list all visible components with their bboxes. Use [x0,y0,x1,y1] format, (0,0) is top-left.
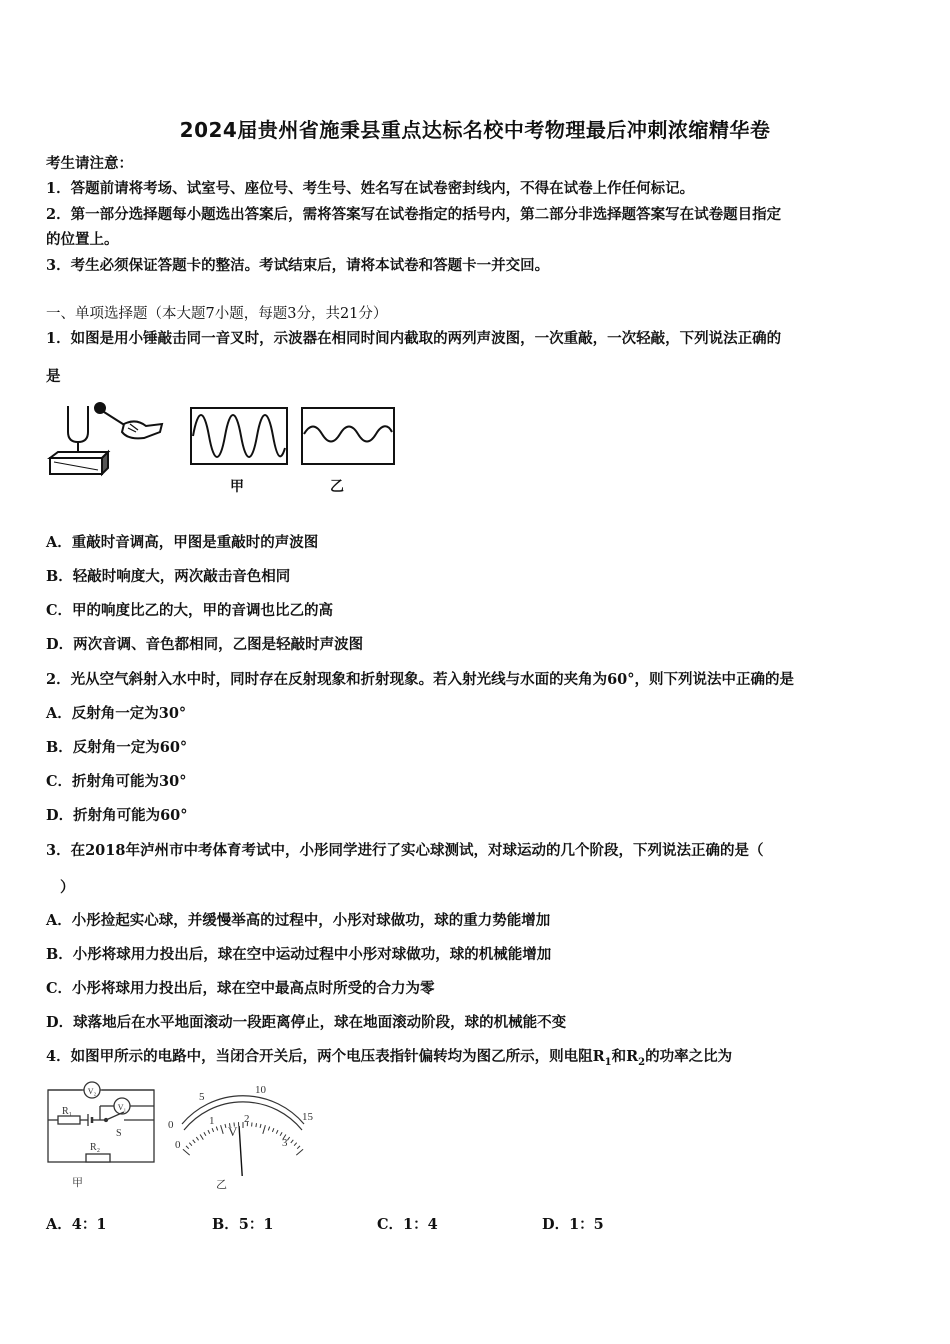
circuit-figure-label: 甲 [72,1176,83,1189]
meter-inner-tick: 0 [175,1139,181,1151]
q4-option-d: D．1：5 [542,1216,604,1233]
meter-tick-mark [186,1146,189,1149]
meter-tick-mark [225,1124,226,1128]
page-title: 2024届贵州省施秉县重点达标名校中考物理最后冲刺浓缩精华卷 [179,118,771,142]
meter-tick-mark [260,1124,261,1128]
waveform-panel-a [191,408,287,464]
q2-option-b: B．反射角一定为60° [46,739,188,756]
meter-unit: V [228,1124,238,1139]
waveform-panel-b [302,408,394,464]
q3-stem: 3．在2018年泸州市中考体育考试中，小彤同学进行了实心球测试，对球运动的几个阶段，下列说法正确的是（ [46,842,764,859]
meter-tick-mark [216,1127,217,1131]
q4-option-a: A．4：1 [46,1216,107,1233]
q4-figure [44,1076,320,1194]
notice-item: 3．考生必须保证答题卡的整洁。考试结束后，请将本试卷和答题卡一并交回。 [46,257,550,274]
meter-tick-mark [256,1123,257,1127]
meter-inner-tick: 1 [209,1115,215,1127]
meter-outer-tick: 10 [255,1084,266,1096]
tuning-fork-illustration [50,403,162,474]
q1-figure [44,396,404,496]
q2-option-d: D．折射角可能为60° [46,807,188,824]
q1-option-b: B．轻敲时响度大，两次敲击音色相同 [46,568,291,585]
meter-outer-tick: 0 [168,1119,174,1131]
q1-option-c: C．甲的响度比乙的大，甲的音调也比乙的高 [46,602,334,619]
notice-heading: 考生请注意： [46,155,133,172]
meter-tick-mark [294,1143,297,1146]
meter-tick-mark [221,1125,224,1134]
q1-stem: 1．如图是用小锤敲击同一音叉时，示波器在相同时间内截取的两列声波图，一次重敲，一次轻敲，下列说法正确的 [46,330,782,347]
notice-item: 1．答题前请将考场、试室号、座位号、考生号、姓名写在试卷密封线内，不得在试卷上作任何标记。 [46,180,695,197]
q4-option-c: C．1：4 [377,1216,438,1233]
meter-tick-mark [287,1137,289,1140]
q1-option-d: D．两次音调、音色都相同，乙图是轻敲时声波图 [46,636,364,653]
notice-item: 的位置上。 [46,231,119,248]
q4-stem: 4．如图甲所示的电路中，当闭合开关后，两个电压表指针偏转均为图乙所示，则电阻$R_1$和$R_2$的功率之比为 [46,1048,733,1068]
meter-tick-mark [297,1146,300,1149]
meter-tick-mark [263,1125,266,1134]
voltmeter-v1-label: V₁ [117,1103,127,1112]
meter-tick-mark [276,1130,278,1134]
q1-figure-label-b: 乙 [330,479,344,495]
meter-outer-tick: 15 [302,1111,313,1123]
q3-option-c: C．小彤将球用力投出后，球在空中最高点时所受的合力为零 [46,980,435,997]
circuit-diagram [48,1082,154,1162]
q1-figure-label-a: 甲 [230,479,244,495]
voltmeter-v2-label: V₂ [87,1087,97,1096]
meter-tick-mark [212,1128,214,1132]
meter-tick-mark [193,1140,196,1143]
meter-inner-tick: 2 [244,1113,250,1125]
meter-tick-mark [296,1149,303,1155]
q3-option-b: B．小彤将球用力投出后，球在空中运动过程中小彤对球做功，球的机械能增加 [46,946,552,963]
voltmeter-dial [182,1096,304,1176]
resistor-r1-label: R₁ [62,1106,73,1117]
meter-tick-mark [272,1128,274,1132]
q1-option-a: A．重敲时音调高，甲图是重敲时的声波图 [46,534,319,551]
q2-stem: 2．光从空气斜射入水中时，同时存在反射现象和折射现象。若入射光线与水面的夹角为60°，则下列说法中正确的是 [46,671,795,688]
resistor-r2-label: R₂ [90,1142,101,1153]
meter-tick-mark [208,1130,210,1134]
section-heading: 一、单项选择题（本大题7小题，每题3分，共21分） [46,306,388,322]
q2-option-c: C．折射角可能为30° [46,773,187,790]
q1-stem-cont: 是 [46,368,61,385]
q4-option-b: B．5：1 [212,1216,274,1233]
q3-option-a: A．小彤捡起实心球，并缓慢举高的过程中，小彤对球做功，球的重力势能增加 [46,912,551,929]
meter-tick-mark [291,1140,294,1143]
meter-tick-mark [196,1137,198,1140]
meter-tick-mark [183,1149,190,1155]
meter-needle [239,1126,242,1176]
meter-figure-label: 乙 [216,1178,227,1191]
meter-tick-mark [204,1132,206,1136]
switch-label: S [116,1128,122,1139]
meter-tick-mark [280,1132,282,1136]
notice-item: 2．第一部分选择题每小题选出答案后，需将答案写在试卷指定的括号内，第二部分非选择题答案写在试卷题目指定 [46,206,782,223]
meter-outer-tick: 5 [199,1091,205,1103]
q2-option-a: A．反射角一定为30° [46,705,187,722]
meter-tick-mark [268,1127,269,1131]
q3-stem-cont: ） [60,879,75,896]
meter-inner-tick: 3 [282,1137,288,1149]
q3-option-d: D．球落地后在水平地面滚动一段距离停止，球在地面滚动阶段，球的机械能不变 [46,1014,567,1031]
meter-tick-mark [189,1143,192,1146]
meter-tick-mark [200,1135,203,1140]
